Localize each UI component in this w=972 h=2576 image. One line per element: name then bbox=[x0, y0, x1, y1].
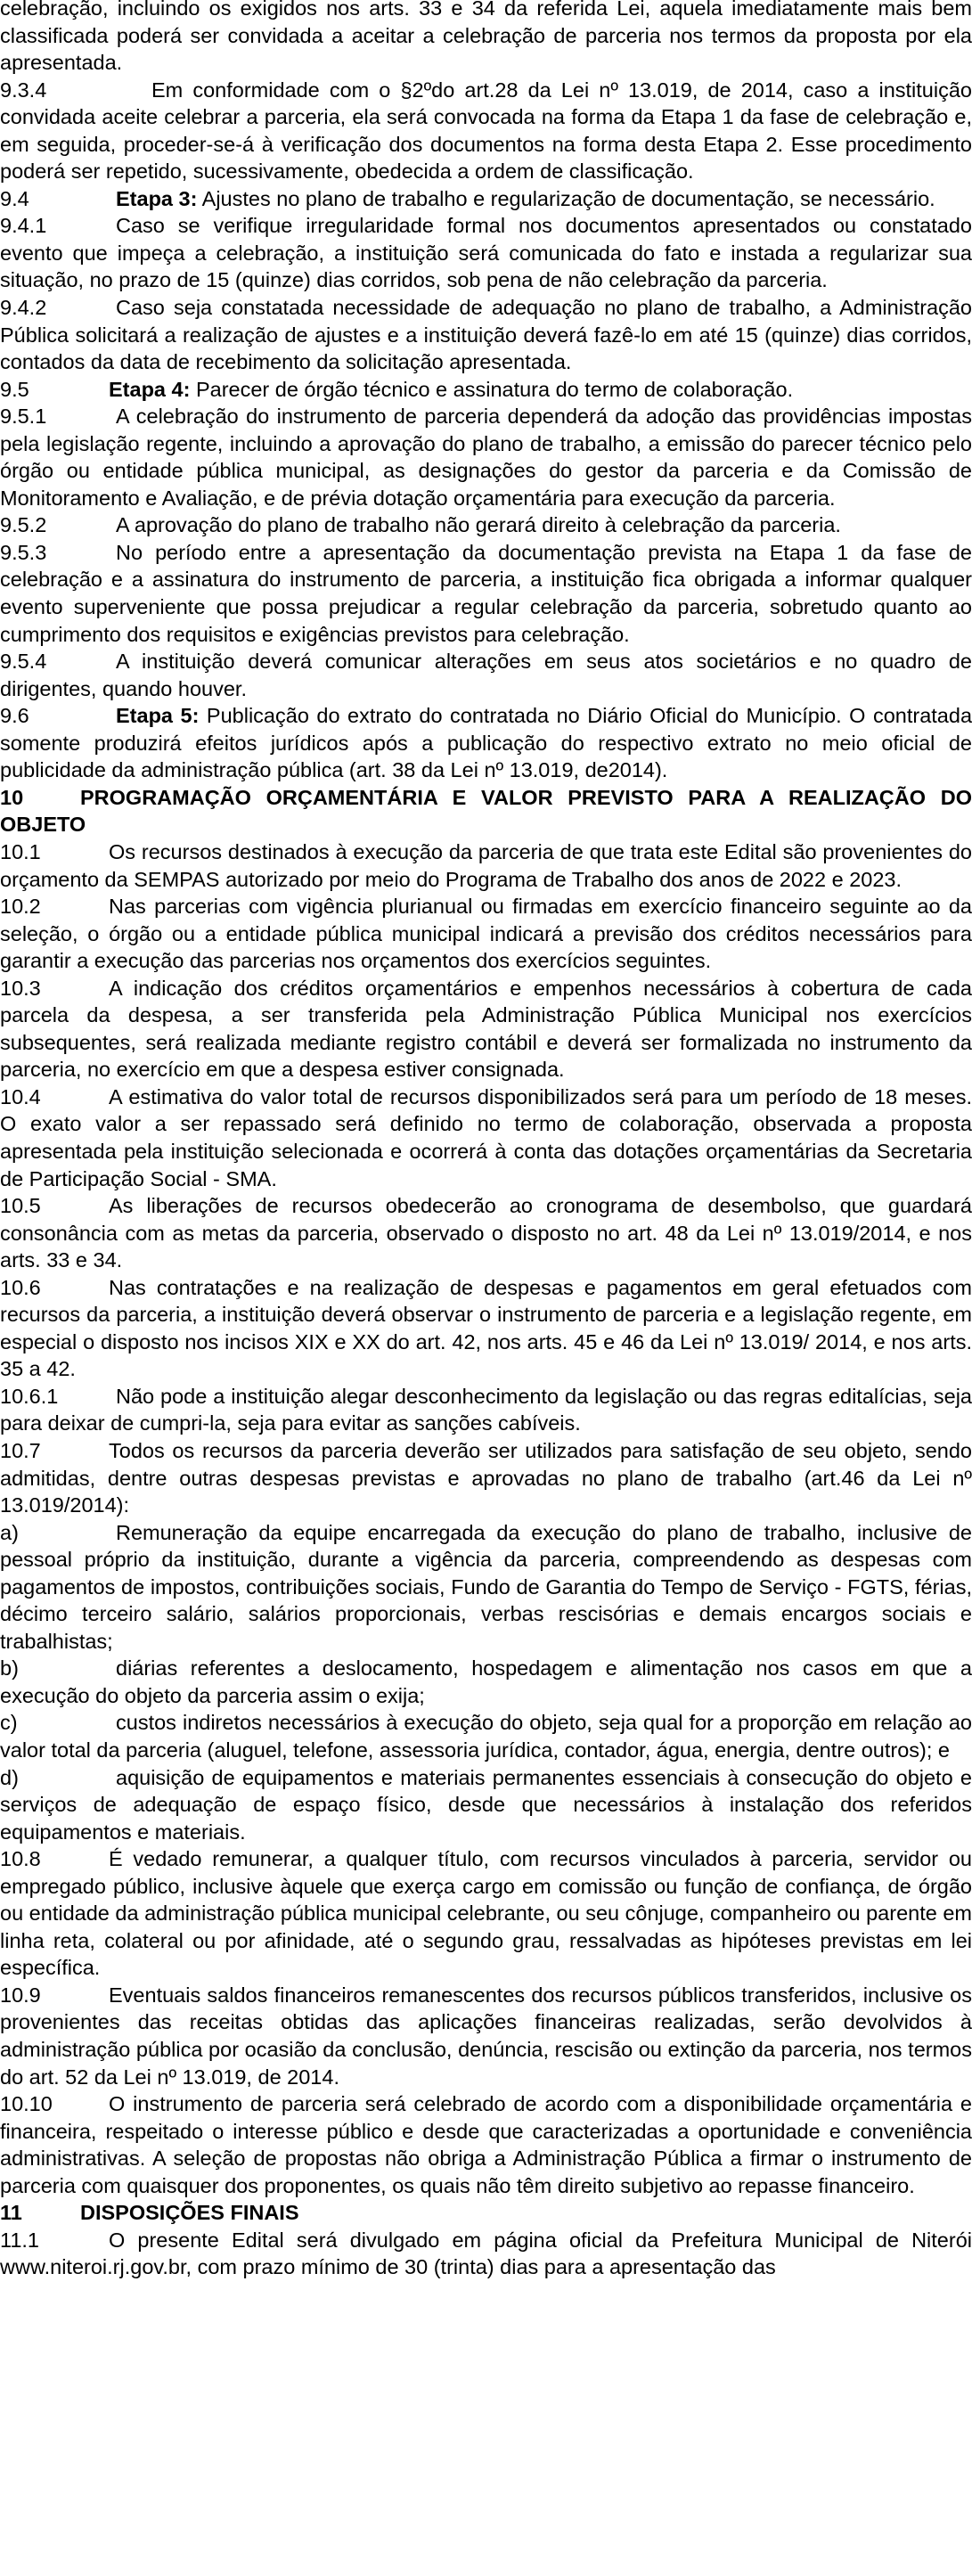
paragraph-text: A indicação dos créditos orçamentários e empenhos necessários à cobertura de cada parcela da despesa, a ser transferida pela Administração Pública Municipal nos exercícios subsequentes, será realizada mediante registro contábil e deverá ser formalizada no instrumento da parceria, no exercício em que a despesa estiver consignada. bbox=[0, 976, 972, 1082]
paragraph-text: O presente Edital será divulgado em página oficial da Prefeitura Municipal de Niterói www.niteroi.rj.gov.br, com prazo mínimo de 30 (trinta) dias para a apresentação das bbox=[0, 2228, 972, 2279]
document-paragraph bbox=[0, 1274, 972, 1383]
paragraph-number: 10.4 bbox=[0, 1084, 41, 1108]
paragraph-text: celebração, incluindo os exigidos nos arts. 33 e 34 da referida Lei, aquela imediatamente mais bem classificada poderá ser convidada a aceitar a celebração de parceria nos termos da proposta por ela apresentada. bbox=[0, 0, 972, 75]
document-paragraph bbox=[0, 702, 972, 784]
paragraph-number: 9.5.4 bbox=[0, 650, 47, 674]
paragraph-text: A aprovação do plano de trabalho não gerará direito à celebração da parceria. bbox=[116, 513, 841, 537]
document-paragraph bbox=[0, 403, 972, 511]
paragraph-number: 10.1 bbox=[0, 839, 41, 863]
paragraph-number: 9.5 bbox=[0, 377, 29, 401]
document-paragraph bbox=[0, 893, 972, 975]
paragraph-text: Todos os recursos da parceria deverão ser utilizados para satisfação de seu objeto, sendo admitidas, dentre outras despesas previstas e aprovadas no plano de trabalho (art.46 da Lei nº 13.019/2014): bbox=[0, 1438, 972, 1517]
document-paragraph bbox=[0, 539, 972, 648]
paragraph-number: a) bbox=[0, 1520, 19, 1544]
document-paragraph bbox=[0, 1084, 972, 1192]
document-paragraph bbox=[0, 294, 972, 376]
paragraph-number: 9.5.3 bbox=[0, 540, 47, 564]
paragraph-text: É vedado remunerar, a qualquer título, com recursos vinculados à parceria, servidor ou empregado público, inclusive àquele que exerça cargo em comissão ou função de confiança, de órgão ou entidade da administração pública municipal celebrante, ou seu cônjuge, companheiro ou parente em linha reta, colateral ou por afinidade, até o segundo grau, ressalvadas as hipóteses previstas em lei específica. bbox=[0, 1847, 972, 1980]
paragraph-text: As liberações de recursos obedecerão ao cronograma de desembolso, que guardará consonância com as metas da parceria, observado o disposto no art. 48 da Lei nº 13.019/2014, e nos arts. 33 e 34. bbox=[0, 1194, 972, 1272]
document-paragraph bbox=[0, 1437, 972, 1519]
paragraph-number: 10.10 bbox=[0, 2092, 53, 2116]
document-paragraph bbox=[0, 511, 972, 539]
paragraph-number: 10.6.1 bbox=[0, 1384, 59, 1408]
document-paragraph bbox=[0, 1709, 972, 1763]
paragraph-text: Caso se verifique irregularidade formal nos documentos apresentados ou constatado evento que impeça a celebração, a instituição será comunicada do fato e instada a regularizar sua situação, no prazo de 15 (quinze) dias corridos, sob pena de não celebração da parceria. bbox=[0, 214, 972, 292]
paragraph-number: 10.2 bbox=[0, 895, 41, 919]
paragraph-text: custos indiretos necessários à execução do objeto, seja qual for a proporção em relação ao valor total da parceria (aluguel, telefone, assessoria jurídica, contador, água, energia, dentre outros); e bbox=[0, 1711, 972, 1762]
paragraph-text: aquisição de equipamentos e materiais permanentes essenciais à consecução do objeto e serviços de adequação de espaço físico, desde que necessários à instalação dos referidos equipamentos e materiais. bbox=[0, 1765, 972, 1844]
paragraph-text: O instrumento de parceria será celebrado de acordo com a disponibilidade orçamentária e financeira, respeitado o interesse público e desde que caracterizadas a oportunidade e conveniência administrativas. A seleção de propostas não obriga a Administração Pública a firmar o instrumento de parceria com quaisquer dos proponentes, os quais não têm direito subjetivo ao repasse financeiro. bbox=[0, 2092, 972, 2197]
paragraph-text: Nas contratações e na realização de despesas e pagamentos em geral efetuados com recursos da parceria, a instituição deverá observar o instrumento de parceria e a legislação regente, em especial o disposto nos incisos XIX e XX do art. 42, nos arts. 45 e 46 da Lei nº 13.019/ 2014, e nos arts. 35 a 42. bbox=[0, 1275, 972, 1381]
document-paragraph bbox=[0, 1982, 972, 2090]
document-paragraph bbox=[0, 0, 972, 77]
document-paragraph bbox=[0, 2090, 972, 2199]
paragraph-text: No período entre a apresentação da documentação prevista na Etapa 1 da fase de celebração e a assinatura do instrumento de parceria, a instituição fica obrigada a informar qualquer evento superveniente que possa prejudicar a regular celebração da parceria, sobretudo quanto ao cumprimento dos requisitos e exigências previstos para celebração. bbox=[0, 540, 972, 646]
document-paragraph bbox=[0, 1845, 972, 1982]
paragraph-number: 10.8 bbox=[0, 1847, 41, 1871]
paragraph-text: Remuneração da equipe encarregada da execução do plano de trabalho, inclusive de pessoal próprio da instituição, durante a vigência da parceria, compreendendo as despesas com pagamentos de impostos, contribuições sociais, Fundo de Garantia do Tempo de Serviço - FGTS, férias, décimo terceiro salário, salários proporcionais, verbas rescisórias e demais encargos sociais e trabalhistas; bbox=[0, 1520, 972, 1653]
paragraph-text: Os recursos destinados à execução da parceria de que trata este Edital são provenientes do orçamento da SEMPAS autorizado por meio do Programa de Trabalho dos anos de 2022 e 2023. bbox=[0, 839, 972, 891]
paragraph-number: 10.5 bbox=[0, 1194, 41, 1218]
document-paragraph bbox=[0, 1192, 972, 1274]
paragraph-number: 11.1 bbox=[0, 2228, 39, 2252]
stage-label: Etapa 4: bbox=[109, 377, 191, 401]
paragraph-number: 9.4 bbox=[0, 186, 29, 210]
paragraph-number: 10.6 bbox=[0, 1275, 41, 1299]
paragraph-number: 11 bbox=[0, 2201, 22, 2225]
paragraph-text: Parecer de órgão técnico e assinatura do termo de colaboração. bbox=[195, 377, 794, 401]
paragraph-number: 10.3 bbox=[0, 976, 41, 1000]
paragraph-text: Em conformidade com o §2ºdo art.28 da Lei nº 13.019, de 2014, caso a instituição convidada aceite celebrar a parceria, ela será convocada na forma da Etapa 1 da fase de celebração e, em seguida, proceder-se-á à verificação dos documentos na forma desta Etapa 2. Esse procedimento poderá ser repetido, sucessivamente, obedecida a ordem de classificação. bbox=[0, 78, 972, 184]
document-paragraph bbox=[0, 1519, 972, 1656]
paragraph-text: Eventuais saldos financeiros remanescentes dos recursos públicos transferidos, inclusive os provenientes das receitas obtidas das aplicações financeiras realizadas, serão devolvidos à administração pública por ocasião da conclusão, denúncia, rescisão ou extinção da parceria, nos termos do art. 52 da Lei nº 13.019, de 2014. bbox=[0, 1983, 972, 2089]
paragraph-text: diárias referentes a deslocamento, hospedagem e alimentação nos casos em que a execução do objeto da parceria assim o exija; bbox=[0, 1656, 972, 1707]
document-paragraph bbox=[0, 648, 972, 702]
paragraph-text: A celebração do instrumento de parceria dependerá da adoção das providências impostas pela legislação regente, incluindo a aprovação do plano de trabalho, a emissão do parecer técnico pelo órgão ou entidade pública municipal, as designações do gestor da parceria e da Comissão de Monitoramento e Avaliação, e de prévia dotação orçamentária para execução da parceria. bbox=[0, 405, 972, 510]
paragraph-number: b) bbox=[0, 1656, 19, 1681]
paragraph-text: A instituição deverá comunicar alterações em seus atos societários e no quadro de dirigentes, quando houver. bbox=[0, 650, 972, 700]
paragraph-text: Nas parcerias com vigência plurianual ou firmadas em exercício financeiro seguinte ao da seleção, o órgão ou a entidade pública municipal indicará a previsão dos créditos necessários para garantir a execução das parcerias nos orçamentos dos exercícios seguintes. bbox=[0, 895, 972, 973]
paragraph-text: Não pode a instituição alegar desconhecimento da legislação ou das regras editalícias, seja para deixar de cumpri-la, seja para evitar as sanções cabíveis. bbox=[0, 1384, 972, 1435]
document-paragraph bbox=[0, 212, 972, 294]
document-paragraph bbox=[0, 1655, 972, 1709]
section-heading bbox=[0, 2199, 972, 2227]
document-paragraph bbox=[0, 838, 972, 893]
paragraph-number: 9.4.2 bbox=[0, 296, 47, 320]
paragraph-number: c) bbox=[0, 1711, 18, 1735]
paragraph-number: 9.5.1 bbox=[0, 405, 47, 429]
document-paragraph bbox=[0, 1764, 972, 1846]
paragraph-number: 10.7 bbox=[0, 1438, 41, 1462]
section-heading bbox=[0, 784, 972, 838]
stage-label: Etapa 3: bbox=[116, 186, 198, 210]
document-paragraph bbox=[0, 185, 972, 213]
paragraph-number: 9.3.4 bbox=[0, 78, 47, 102]
paragraph-text: Ajustes no plano de trabalho e regularização de documentação, se necessário. bbox=[201, 186, 935, 210]
paragraph-text: Publicação do extrato do contratada no Diário Oficial do Município. O contratada somente produzirá efeitos jurídicos após a publicação do respectivo extrato no meio oficial de publicidade da administração pública (art. 38 da Lei nº 13.019, de2014). bbox=[0, 704, 972, 782]
paragraph-text: A estimativa do valor total de recursos disponibilizados será para um período de 18 meses. O exato valor a ser repassado será definido no termo de colaboração, observada a proposta apresentada pela instituição selecionada e ocorrerá à conta das dotações orçamentárias da Secretaria de Participação Social - SMA. bbox=[0, 1084, 972, 1190]
document-paragraph bbox=[0, 1383, 972, 1437]
paragraph-number: 10 bbox=[0, 785, 24, 809]
document-paragraph bbox=[0, 975, 972, 1084]
paragraph-text: Caso seja constatada necessidade de adequação no plano de trabalho, a Administração Pública solicitará a realização de ajustes e a instituição deverá fazê-lo em até 15 (quinze) dias corridos, contados da data de recebimento da solicitação apresentada. bbox=[0, 296, 972, 374]
document-paragraph bbox=[0, 376, 972, 404]
document-paragraph bbox=[0, 77, 972, 185]
stage-label: Etapa 5: bbox=[116, 704, 200, 728]
paragraph-number: 10.9 bbox=[0, 1983, 41, 2007]
paragraph-text: PROGRAMAÇÃO ORÇAMENTÁRIA E VALOR PREVISTO PARA A REALIZAÇÃO DO OBJETO bbox=[0, 785, 972, 837]
document-paragraph bbox=[0, 2227, 972, 2281]
paragraph-number: 9.4.1 bbox=[0, 214, 47, 238]
paragraph-number: 9.6 bbox=[0, 704, 29, 728]
paragraph-text: DISPOSIÇÕES FINAIS bbox=[80, 2201, 299, 2225]
paragraph-number: d) bbox=[0, 1765, 19, 1789]
paragraph-number: 9.5.2 bbox=[0, 513, 47, 537]
